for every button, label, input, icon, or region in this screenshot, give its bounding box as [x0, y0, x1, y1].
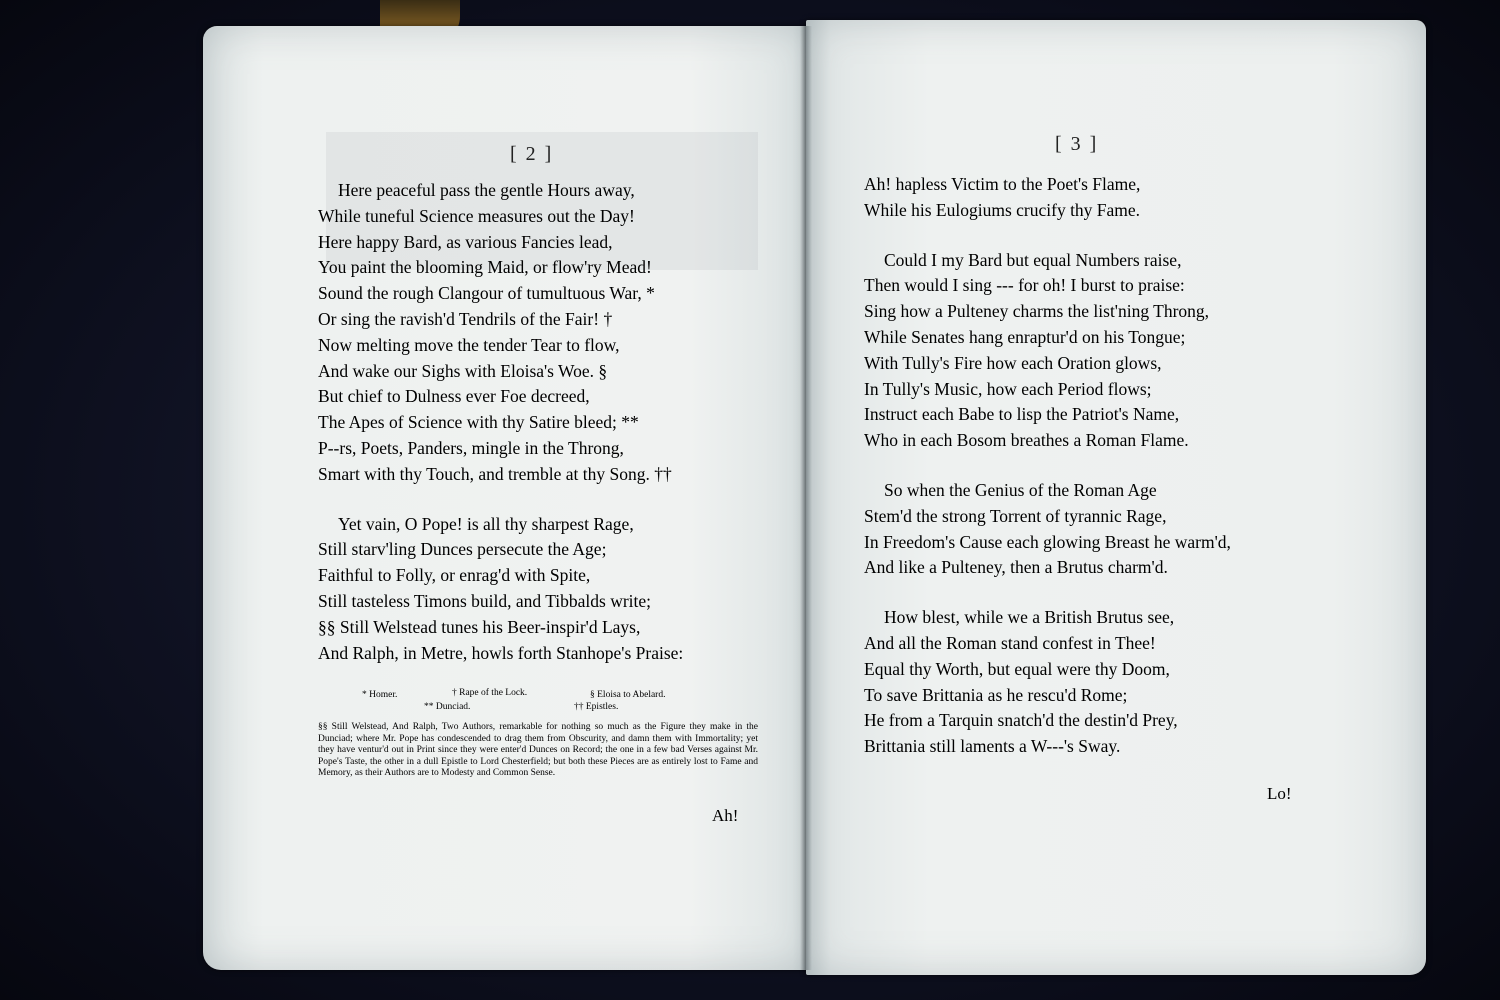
- verse-line: Sound the rough Clangour of tumultuous War, *: [318, 283, 655, 304]
- book-gutter: [800, 26, 812, 970]
- right-page-number: [ 3 ]: [1055, 133, 1099, 155]
- verse-line: Could I my Bard but equal Numbers raise,: [884, 249, 1182, 270]
- left-page-number: [ 2 ]: [510, 143, 554, 165]
- verse-line: P--rs, Poets, Panders, mingle in the Throng,: [318, 437, 624, 458]
- verse-line: The Apes of Science with thy Satire bleed; **: [318, 412, 639, 433]
- verse-line: Equal thy Worth, but equal were thy Doom,: [864, 658, 1170, 679]
- verse-line: Stem'd the strong Torrent of tyrannic Rage,: [864, 505, 1167, 526]
- verse-line: Here happy Bard, as various Fancies lead,: [318, 231, 613, 252]
- verse-line: Instruct each Babe to lisp the Patriot's Name,: [864, 404, 1180, 425]
- verse-line: Faithful to Folly, or enrag'd with Spite,: [318, 565, 591, 586]
- footnote-ref: * Homer.: [362, 690, 398, 700]
- verse-line: Or sing the ravish'd Tendrils of the Fair! †: [318, 308, 613, 329]
- right-verse: [864, 172, 1231, 760]
- verse-line: While his Eulogiums crucify thy Fame.: [864, 199, 1141, 220]
- verse-line: Brittania still laments a W---'s Sway.: [864, 736, 1121, 757]
- verse-line: Then would I sing --- for oh! I burst to praise:: [864, 275, 1185, 296]
- right-catchword: Lo!: [1267, 784, 1292, 803]
- verse-line: While tuneful Science measures out the Day!: [318, 205, 635, 226]
- verse-line: So when the Genius of the Roman Age: [884, 479, 1157, 500]
- footnote-ref: †† Epistles.: [574, 702, 619, 712]
- verse-line: Still tasteless Timons build, and Tibbalds write;: [318, 590, 652, 611]
- verse-line: And all the Roman stand confest in Thee!: [864, 632, 1156, 653]
- verse-line: Here peaceful pass the gentle Hours away,: [338, 180, 635, 200]
- verse-line: Who in each Bosom breathes a Roman Flame.: [864, 430, 1189, 451]
- footnote-ref: § Eloisa to Abelard.: [590, 690, 666, 700]
- footnote-ref: ** Dunciad.: [424, 702, 471, 712]
- verse-line: He from a Tarquin snatch'd the destin'd Prey,: [864, 710, 1178, 731]
- verse-line: How blest, while we a British Brutus see,: [884, 607, 1175, 628]
- footnote-text: §§ Still Welstead, And Ralph, Two Authors, remarkable for nothing so much as the Figure they make in the Dunciad; where Mr. Pope has condescended to drag them from Obscurity, and damn them with Immortality; yet they have ventur'd out in Print since they were enter'd Dunces on Record; the one in a few bad Verses against Mr. Pope's Taste, the other in a dull Epistle to Lord Chesterfield; but both these Pieces are as entirely lost to Fame and Memory, as their Authors are to Modesty and Common Sense.: [318, 722, 758, 779]
- footnote-ref: † Rape of the Lock.: [452, 688, 528, 698]
- verse-line: To save Brittania as he rescu'd Rome;: [864, 684, 1128, 705]
- verse-line: While Senates hang enraptur'd on his Tongue;: [864, 326, 1186, 347]
- verse-line: You paint the blooming Maid, or flow'ry Mead!: [318, 257, 652, 278]
- verse-line: And Ralph, in Metre, howls forth Stanhope's Praise:: [318, 642, 684, 663]
- verse-line: Now melting move the tender Tear to flow,: [318, 334, 620, 355]
- left-verse: [318, 178, 683, 666]
- verse-line: §§ Still Welstead tunes his Beer-inspir'd Lays,: [318, 616, 641, 637]
- verse-line: Ah! hapless Victim to the Poet's Flame,: [864, 174, 1141, 194]
- verse-line: And wake our Sighs with Eloisa's Woe. §: [318, 360, 608, 381]
- verse-line: In Tully's Music, how each Period flows;: [864, 378, 1152, 399]
- left-catchword: Ah!: [712, 806, 739, 825]
- verse-line: And like a Pulteney, then a Brutus charm'd.: [864, 557, 1168, 578]
- verse-line: With Tully's Fire how each Oration glows,: [864, 352, 1162, 373]
- verse-line: Smart with thy Touch, and tremble at thy Song. ††: [318, 463, 672, 484]
- verse-line: Sing how a Pulteney charms the list'ning Throng,: [864, 301, 1210, 322]
- verse-line: Yet vain, O Pope! is all thy sharpest Rage,: [338, 513, 634, 534]
- verse-line: But chief to Dulness ever Foe decreed,: [318, 386, 590, 407]
- verse-line: In Freedom's Cause each glowing Breast he warm'd,: [864, 531, 1231, 552]
- verse-line: Still starv'ling Dunces persecute the Age;: [318, 539, 607, 560]
